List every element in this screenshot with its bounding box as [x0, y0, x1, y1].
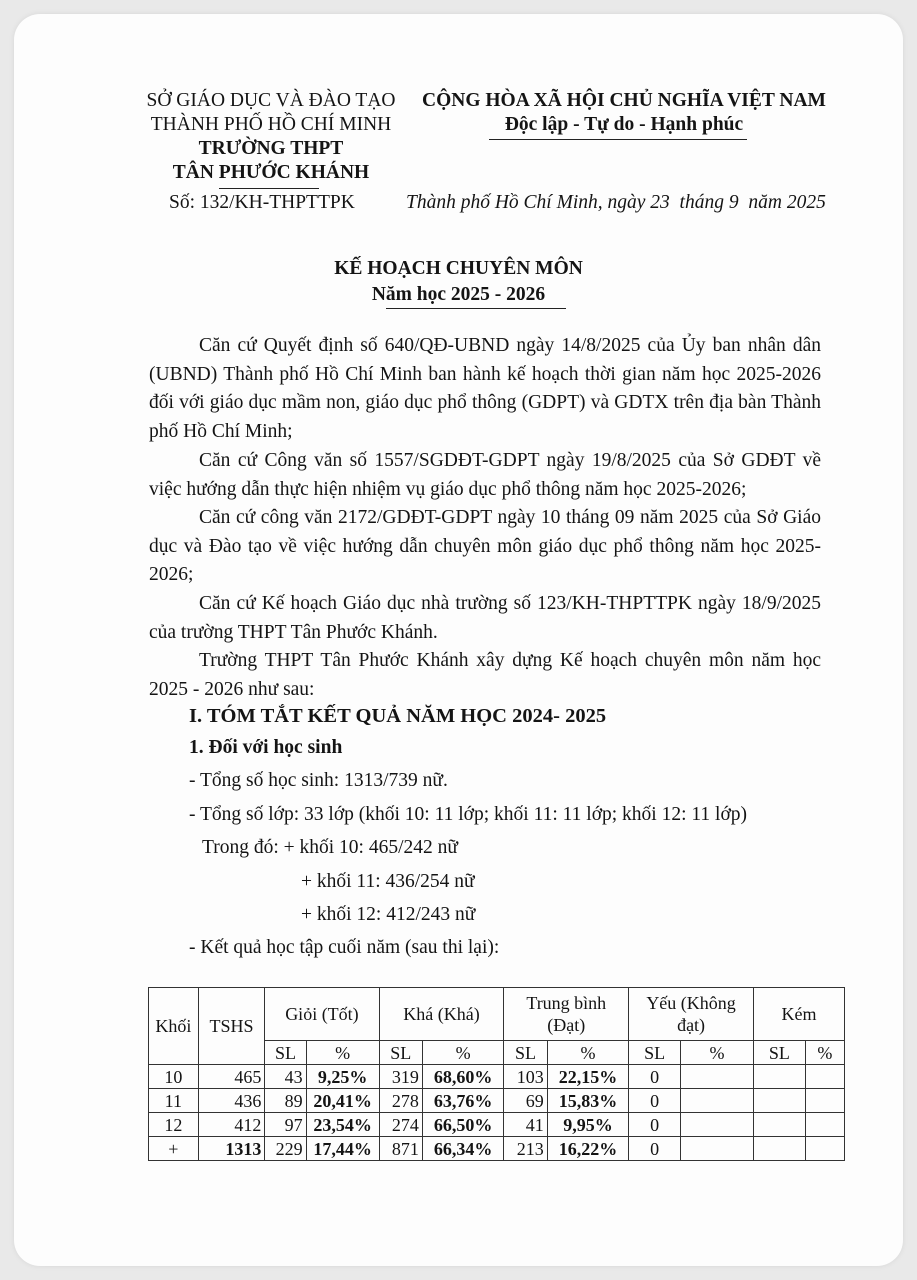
paragraph-5: Trường THPT Tân Phước Khánh xây dựng Kế hoạch chuyên môn năm học 2025 - 2026 như sau:: [149, 650, 821, 700]
col-yeu: Yếu (Không đạt): [629, 988, 754, 1041]
paragraph-3: Căn cứ công văn 2172/GDĐT-GDPT ngày 10 tháng 09 năm 2025 của Sở Giáo dục và Đào tạo về việc hướng dẫn chuyên môn giáo dục phổ thông năm học 2025-2026;: [149, 507, 821, 585]
col-tb: Trung bình (Đạt): [504, 988, 629, 1041]
grade-11-count: + khối 11: 436/254 nữ: [301, 871, 475, 892]
results-table: [148, 987, 845, 1161]
table-header-row: [149, 988, 845, 1041]
results-caption: - Kết quả học tập cuối năm (sau thi lại):: [189, 937, 500, 958]
school-type: TRƯỜNG THPT: [198, 138, 344, 159]
grade-12-count: + khối 12: 412/243 nữ: [301, 904, 476, 925]
school-name: TÂN PHƯỚC KHÁNH: [172, 162, 370, 183]
table-row: 11 436 89 20,41% 278 63,76% 69 15,83% 0: [149, 1089, 845, 1113]
motto-underline: [489, 139, 747, 140]
col-gioi: Giỏi (Tốt): [265, 988, 379, 1041]
nation-name: CỘNG HÒA XÃ HỘI CHỦ NGHĨA VIỆT NAM: [422, 90, 826, 111]
col-khoi: Khối: [149, 988, 199, 1065]
table-subheader-row: SL % SL % SL % SL % SL %: [149, 1041, 845, 1065]
agency-name: SỞ GIÁO DỤC VÀ ĐÀO TẠO: [146, 90, 396, 111]
grade-10-count: Trong đó: + khối 10: 465/242 nữ: [202, 837, 458, 858]
header-right: [404, 89, 844, 137]
paragraph-1: Căn cứ Quyết định số 640/QĐ-UBND ngày 14/8/2025 của Ủy ban nhân dân (UBND) Thành phố Hồ Chí Minh ban hành kế hoạch thời gian năm học 2025-2026 đối với giáo dục mầm non, giáo dục phổ thông (GDPT) và GDTX trên địa bàn Thành phố Hồ Chí Minh;: [149, 335, 821, 442]
section-subheading: 1. Đối với học sinh: [189, 737, 343, 758]
total-students: - Tổng số học sinh: 1313/739 nữ.: [189, 770, 448, 791]
col-kem: Kém: [753, 988, 844, 1041]
table-total-row: + 1313 229 17,44% 871 66,34% 213 16,22% 0: [149, 1137, 845, 1161]
paragraph-4: Căn cứ Kế hoạch Giáo dục nhà trường số 123/KH-THPTTPK ngày 18/9/2025 của trường THPT Tân Phước Khánh.: [149, 593, 821, 643]
col-tshs: TSHS: [198, 988, 265, 1065]
city-name: THÀNH PHỐ HỒ CHÍ MINH: [150, 114, 392, 135]
motto: Độc lập - Tự do - Hạnh phúc: [504, 114, 744, 135]
section-heading: I. TÓM TẮT KẾT QUẢ NĂM HỌC 2024- 2025: [189, 705, 607, 727]
header-left: [136, 89, 406, 185]
table-row: 12 412 97 23,54% 274 66,50% 41 9,95% 0: [149, 1113, 845, 1137]
issue-date: Thành phố Hồ Chí Minh, ngày 23 tháng 9 năm 2025: [406, 192, 826, 213]
document-page: [14, 14, 903, 1266]
document-subtitle: Năm học 2025 - 2026: [371, 284, 546, 305]
table-row: 10 465 43 9,25% 319 68,60% 103 22,15% 0: [149, 1065, 845, 1089]
col-kha: Khá (Khá): [379, 988, 504, 1041]
doc-number: Số: 132/KH-THPTTPK: [169, 192, 355, 213]
paragraph-2: Căn cứ Công văn số 1557/SGDĐT-GDPT ngày 19/8/2025 của Sở GDĐT về việc hướng dẫn thực hiện nhiệm vụ giáo dục phổ thông năm học 2025-2026;: [149, 450, 821, 500]
header-left-underline: [219, 188, 319, 189]
document-title: KẾ HOẠCH CHUYÊN MÔN: [334, 258, 583, 279]
total-classes: - Tổng số lớp: 33 lớp (khối 10: 11 lớp; khối 11: 11 lớp; khối 12: 11 lớp): [189, 804, 748, 825]
title-underline: [386, 308, 566, 309]
